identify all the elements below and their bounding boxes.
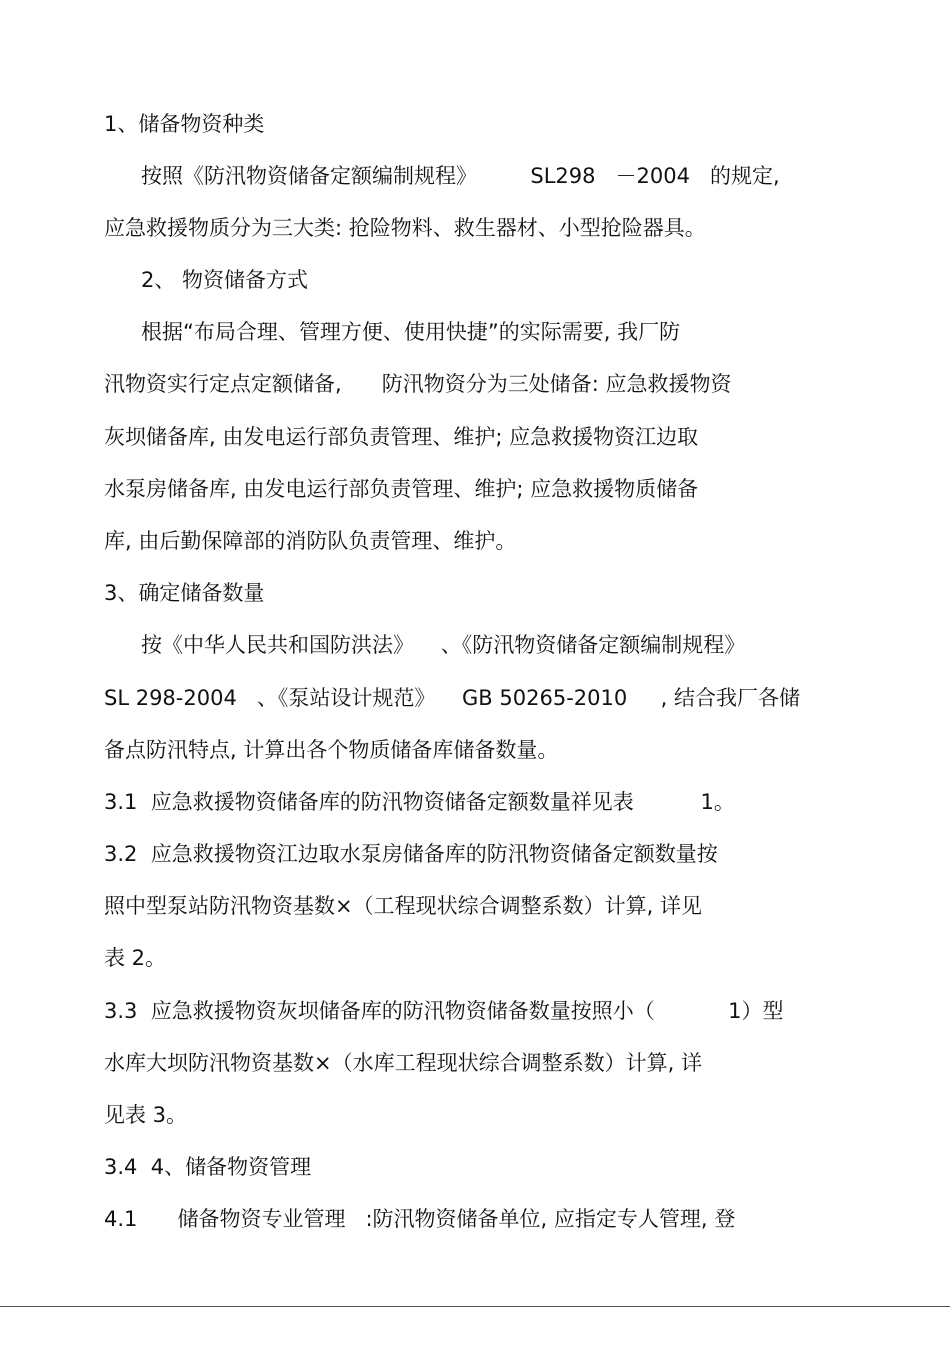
paragraph-line: 备点防汛特点, 计算出各个物质储备库储备数量。	[104, 738, 559, 762]
paragraph-line: 表 2。	[104, 946, 167, 970]
paragraph-line: 按《中华人民共和国防洪法》 、《防汛物资储备定额编制规程》	[141, 633, 746, 657]
subsection-3-3: 3.3 应急救援物资灰坝储备库的防汛物资储备数量按照小（ 1）型	[104, 999, 784, 1023]
subsection-4-1: 4.1 储备物资专业管理 :防汛物资储备单位, 应指定专人管理, 登	[104, 1207, 736, 1231]
page-bottom-divider	[0, 1306, 950, 1307]
paragraph-line: 灰坝储备库, 由发电运行部负责管理、维护; 应急救援物资江边取	[104, 425, 699, 449]
subsection-3-4: 3.4 4、储备物资管理	[104, 1155, 312, 1179]
section-heading-3: 3、确定储备数量	[104, 581, 265, 605]
paragraph-line: 汛物资实行定点定额储备, 防汛物资分为三处储备: 应急救援物资	[104, 372, 732, 396]
paragraph-line: 水泵房储备库, 由发电运行部负责管理、维护; 应急救援物质储备	[104, 477, 699, 501]
paragraph-line: 水库大坝防汛物资基数×（水库工程现状综合调整系数）计算, 详	[104, 1051, 702, 1075]
subsection-3-2: 3.2 应急救援物资江边取水泵房储备库的防汛物资储备定额数量按	[104, 842, 718, 866]
paragraph-line: 按照《防汛物资储备定额编制规程》 SL298 －2004 的规定,	[141, 164, 780, 188]
paragraph-line: 照中型泵站防汛物资基数×（工程现状综合调整系数）计算, 详见	[104, 894, 702, 918]
paragraph-line: 应急救援物质分为三大类: 抢险物料、救生器材、小型抢险器具。	[104, 216, 706, 240]
paragraph-line: 库, 由后勤保障部的消防队负责管理、维护。	[104, 529, 517, 553]
paragraph-line: 见表 3。	[104, 1103, 188, 1127]
section-heading-2: 2、 物资储备方式	[141, 268, 309, 292]
paragraph-line: 根据“布局合理、管理方便、使用快捷”的实际需要, 我厂防	[141, 320, 681, 344]
paragraph-line: SL 298-2004 、《泵站设计规范》 GB 50265-2010 , 结合我厂各储	[104, 686, 800, 710]
section-heading-1: 1、储备物资种类	[104, 112, 265, 136]
subsection-3-1: 3.1 应急救援物资储备库的防汛物资储备定额数量祥见表 1。	[104, 790, 735, 814]
